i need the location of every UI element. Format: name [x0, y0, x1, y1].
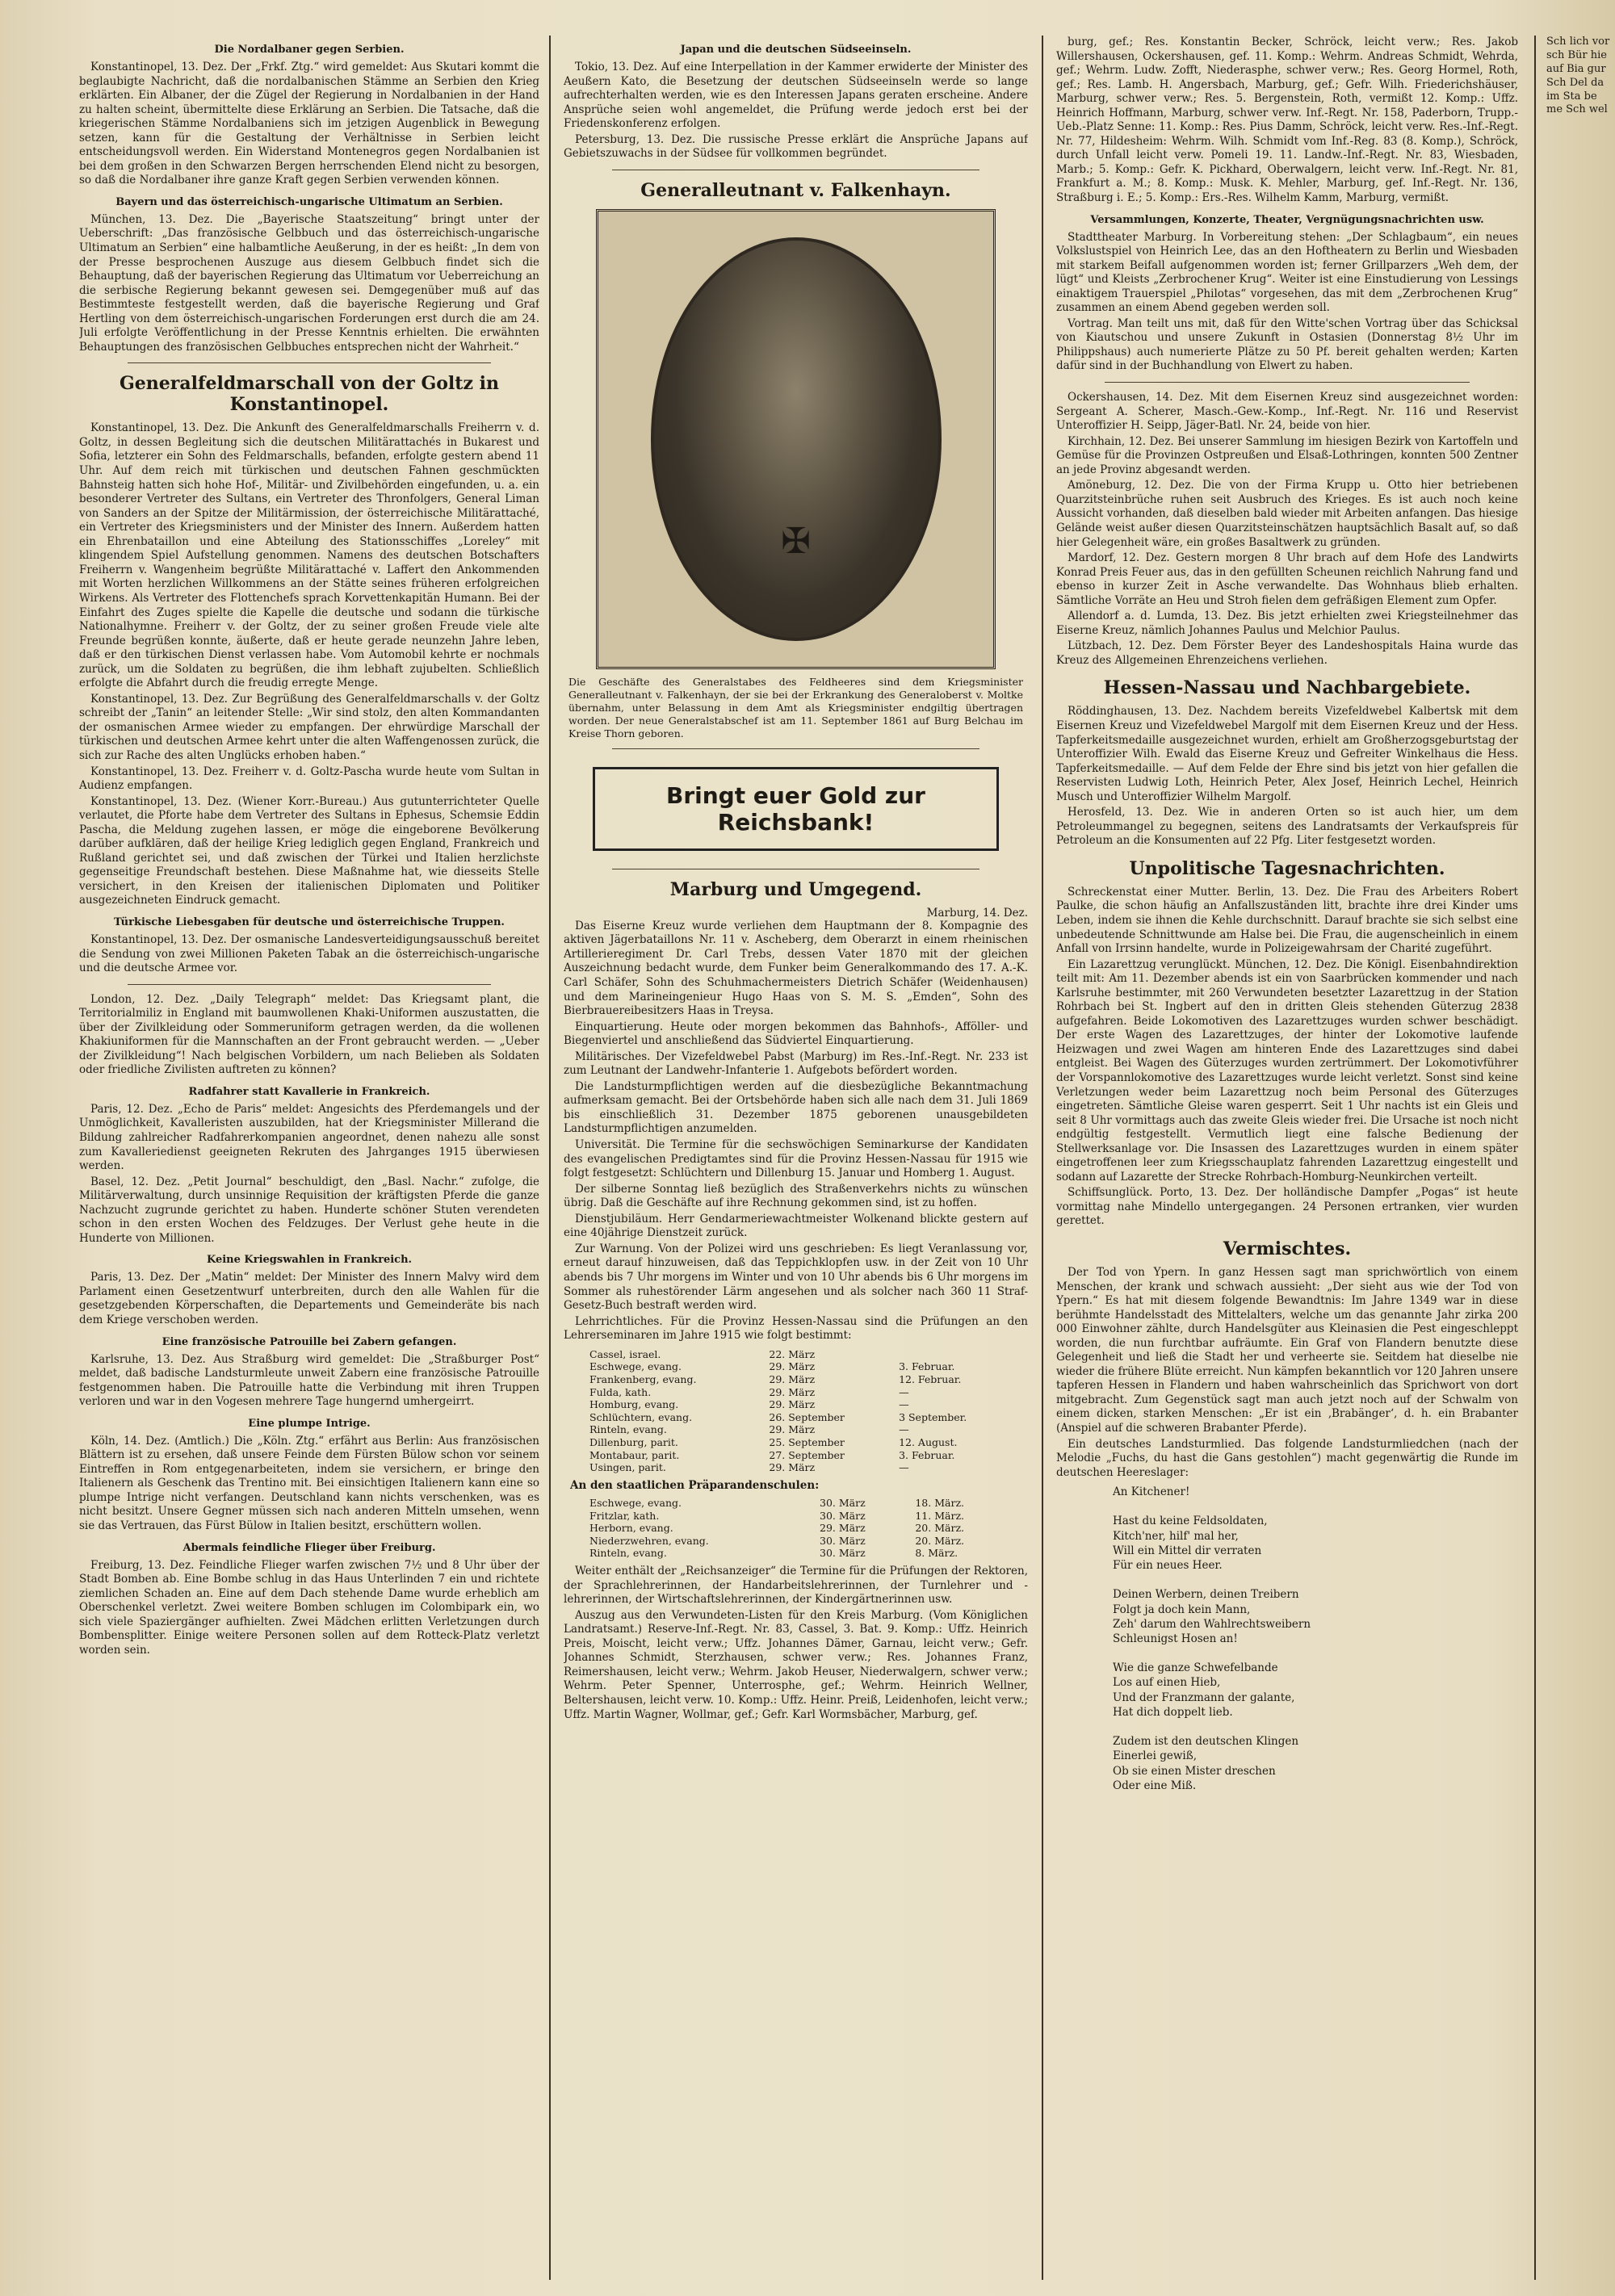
table-cell: Fulda, kath. — [589, 1385, 652, 1398]
table-cell: 30. März — [820, 1534, 866, 1547]
table-cell: 29. März — [820, 1522, 866, 1535]
article-text: Mardorf, 12. Dez. Gestern morgen 8 Uhr brach auf dem Hofe des Landwirts Konrad Preis Feuer aus, das in den gefüllten Scheunen reichlich Nahrung fand und ebenso in kurzer Zeit in Asche verwandelte. Das Wohnhaus blieb erhalten. Sämtliche Vorräte an Heu und Stroh fielen dem gefräßigen Element zum Opfer. — [1056, 551, 1518, 607]
article-heading: Die Nordalbaner gegen Serbien. — [214, 44, 405, 56]
table-cell: Frankenberg, evang. — [589, 1372, 697, 1385]
article-text: Schiffsunglück. Porto, 13. Dez. Der holländische Dampfer „Pogas“ ist heute vormittag nahe Mindello untergegangen. 24 Personen ertranken, vier wurden gerettet. — [1056, 1186, 1518, 1228]
poem-line: Hat dich doppelt lieb. — [1113, 1705, 1233, 1719]
article-text: Konstantinopel, 13. Dez. Der „Frkf. Ztg.“ wird gemeldet: Aus Skutari kommt die beglaubigte Nachricht, daß die nordalbanischen Stämme an Serbien den Krieg erklärten. Ein Albaner, der die Zügel der Regierung in Nordalbanien in der Hand zu halten scheint, übermittelte diese Erklärung an Serbien. Die Tatsache, daß die kriegerischen Stämme Nordalbaniens sich im jetzigen Augenblick in Bewegung setzen, kann für die Gestaltung der Verhältnisse in Serbien leicht entscheidungsvoll werden. Ein Widerstand Montenegros gegen Nordalbanien ist bei dem großen in den Schwarzen Bergen herrschenden Elend nicht zu besorgen, so daß die Nordalbaner ihre ganze Kraft gegen Serbien verwenden können. — [79, 61, 539, 187]
article-text: Konstantinopel, 13. Dez. Die Ankunft des Generalfeldmarschalls Freiherrn v. d. Goltz, in dessen Begleitung sich die deutschen Militärattachés in Bukarest und Sofia, letzterer ein Sohn des Feldmarschalls, befanden, erfolgte gestern abend 11 Uhr. Auf dem reich mit türkischen und deutschen Fahnen geschmückten Bahnsteig hatten sich hohe Hof-, Militär- und Zivilbehörden eingefunden, u. a. ein besonderer Vertreter des Sultans, ein Vertreter des Thronfolgers, General Liman von Sanders an der Spitze der Militärmission, der österreichische Militärattaché, ein Vertreter des Kriegsministers und der Minister des Innern. Außerdem hatten ein Ehrenbataillon und eine Abteilung des Stationsschiffes „Loreley“ mit klingendem Spiel Aufstellung genommen. Namens des deutschen Botschafters Freiherrn v. Wangenheim begrüßte Militärattaché v. Laffert den Ankommenden mit Worten herzlichen Willkommens an der Stätte seines früheren erfolgreichen Wirkens. Als Vertreter des Flottenchefs sprach Korvettenkapitän Humann. Bei der Einfahrt des Zuges spielte die Kapelle die deutsche und sodann die türkische Nationalhymne. Freiherr v. der Goltz, der zu seiner großen Freude viele alte Freunde begrüßen konnte, äußerte, daß er heute gerade neunzehn Jahre leben, daß er den türkischen Dienst verlassen habe. Vom Automobil kehrte er nochmals zurück, um die Soldaten zu begrüßen, die ihm lebhaft zujubelten. Schließlich erfolgte die Abfahrt durch die freudig erregte Menge. — [79, 421, 539, 690]
table-cell: 3. Februar. — [899, 1360, 955, 1373]
table-cell: 29. März — [769, 1423, 816, 1436]
article-text: Konstantinopel, 13. Dez. (Wiener Korr.-Bureau.) Aus gutunterrichteter Quelle verlautet, die Pforte habe dem Vertreter des Sultans in Ephesus, Schemsie Eddin Pascha, die Meldung zugehen lassen, er möge die eingeborene Bevölkerung darüber aufklären, daß der heilige Krieg lediglich gegen England, Frankreich und Rußland gerichtet sei, und daß zwischen der Türkei und Italien herzlichste gegenseitige Freundschaft bestehen. Diese Maßnahme hat, wie diesseits Stelle versichert, in den Kreisen der italienischen Diplomaten und Politiker ausgezeichneten Eindruck gemacht. — [79, 794, 539, 907]
table-cell: 12. August. — [899, 1436, 958, 1449]
article-text: Köln, 14. Dez. (Amtlich.) Die „Köln. Ztg.“ erfährt aus Berlin: Aus französischen Blättern ist zu ersehen, daß unsere Feinde dem Fürsten Bülow schon vor seinem Eintreffen in Rom entgegenarbeiteten, indem sie versichern, er bringe den Italienern als Geschenk das Trentino mit. Bei einsichtigen Italienern kann eine so plumpe Intrige nicht verfangen. Deutschland kann nichts verschenken, was es nicht besitzt. Unsere Gegner müssen sich nach anderen Mitteln umsehen, wenn sie das Vertrauen, das Fürst Bülow in Italien besitzt, erschüttern wollen. — [79, 1434, 539, 1533]
table-cell — [896, 1348, 1013, 1361]
table-cell: — — [899, 1398, 909, 1411]
poem-line — [1113, 1646, 1518, 1661]
table-cell: 18. März. — [915, 1496, 964, 1509]
table-cell: Fritzlar, kath. — [589, 1509, 660, 1522]
table-cell: Rinteln, evang. — [589, 1547, 667, 1560]
poem-line — [1113, 1720, 1518, 1734]
article-text: Dienstjubiläum. Herr Gendarmeriewachtmeister Wolkenand blickte gestern auf eine 40jährige Dienstzeit zurück. — [564, 1212, 1028, 1240]
article-text: Petersburg, 13. Dez. Die russische Presse erklärt die Ansprüche Japans auf Gebietszuwachs in der Südsee für vollkommen begründet. — [564, 132, 1028, 161]
article-text: Auszug aus den Verwundeten-Listen für den Kreis Marburg. (Vom Königlichen Landratsamt.) Reserve-Inf.-Regt. Nr. 83, Cassel, 3. Bat. 9. Komp.: Uffz. Heinrich Preis, Moischt, leicht verw.; Uffz. Johannes Dämer, Garnau, leicht verw.; Gefr. Johannes Schmidt, Sterzhausen, schwer verw.; Res. Johannes Franz, Reimershausen, leicht verw.; Wehrm. Jakob Heuser, Niederwalgern, schwer verw.; Wehrm. Peter Spenner, Unterrosphe, gef.; Wehrm. Heinrich Wellner, Beltershausen, leicht verw. 10. Komp.: Uffz. Heinr. Preiß, Leidenhofen, leicht verw.; Uffz. Martin Wagner, Wollmar, gef.; Gefr. Karl Wormsbächer, Marburg, gef. — [564, 1608, 1028, 1721]
poem-line: Kitch'ner, hilf' mal her, — [1113, 1529, 1239, 1543]
table-row — [586, 1522, 1013, 1535]
article-text: Konstantinopel, 13. Dez. Der osmanische Landesverteidigungsausschuß bereitet die Sendung von zwei Millionen Paketen Tabak an die österreichisch-ungarische und die deutsche Armee vor. — [79, 932, 539, 975]
poem-line: Hast du keine Feldsoldaten, — [1113, 1515, 1268, 1528]
poem-line: Und der Franzmann der galante, — [1113, 1691, 1295, 1704]
poem-line: An Kitchener! — [1113, 1485, 1190, 1499]
table-row — [586, 1461, 1013, 1474]
poem-line: Zudem ist den deutschen Klingen — [1113, 1735, 1299, 1749]
portrait-photo — [651, 237, 942, 641]
article-heading-large: Generalfeldmarschall von der Goltz in Konstantinopel. — [120, 373, 499, 416]
table-cell: 29. März — [769, 1398, 816, 1411]
article-text: Karlsruhe, 13. Dez. Aus Straßburg wird gemeldet: Die „Straßburger Post“ meldet, daß badische Landsturmleute unweit Zabern eine französische Patrouille festgenommen haben. Die Patrouille hatte die Verbindung mit ihren Truppen verloren und war in den Vogesen mehrere Tage hungernd umhergeirrt. — [79, 1352, 539, 1409]
table-cell: 12. Februar. — [899, 1372, 962, 1385]
article-text: Zur Warnung. Von der Polizei wird uns geschrieben: Es liegt Veranlassung vor, erneut darauf hinzuweisen, daß das Teppichklopfen usw. in der Zeit von 10 Uhr abends bis 7 Uhr morgens im Winter und von 10 Uhr abends bis 6 Uhr morgens im Sommer als ruhestörender Lärm angesehen und als solcher nach 360 11 Straf-Gesetz-Buch bestraft werden wird. — [564, 1242, 1028, 1313]
article-text: Lehrrichtliches. Für die Provinz Hessen-Nassau sind die Prüfungen an den Lehrerseminaren im Jahre 1915 wie folgt bestimmt: — [564, 1314, 1028, 1343]
article-heading: Japan und die deutschen Südseeinseln. — [680, 44, 912, 56]
table-cell: Cassel, israel. — [589, 1347, 661, 1360]
divider — [128, 984, 491, 985]
article-text: Der Tod von Ypern. In ganz Hessen sagt man sprichwörtlich von einem Menschen, der krank und schwach aussieht: „Der sieht aus wie der Tod von Ypern.“ Es hat mit diesem folgende Bewandtnis: Im Jahre 1349 war in diese berühmte Handelsstadt des Mittelalters, welche um das genannte Jahr zirka 200 000 Einwohner zählte, durch Handelsgüter aus Kleinasien die Pest eingeschleppt worden, die nun furchtbar aufräumte. Ein Graf von Flandern benutzte diese Gelegenheit und ließ die Stadt her und verheerte sie. Seitdem hat dieselbe nie wieder die frühere Blüte erreicht. Nun kämpfen bekanntlich vor 120 Jahren unsere tapferen Hessen in Flandern und haben wahrscheinlich das Sprichwort von dort mitgebracht. Zum Gegenstück sagt man auch jetzt noch auf der Schwalm von einem dicken, starken Menschen: „Er ist ein ‚Brabänger‘, d. h. ein Brabanter (Anspiel auf die schweren Brabanter Pferde). — [1056, 1266, 1518, 1435]
article-heading: Radfahrer statt Kavallerie in Frankreich. — [188, 1085, 430, 1098]
table-cell: — — [899, 1423, 909, 1436]
article-heading: Keine Kriegswahlen in Frankreich. — [206, 1254, 413, 1267]
poem-line: Will ein Mittel dir verraten — [1113, 1544, 1262, 1557]
table-row — [586, 1348, 1013, 1361]
article-text: Paris, 13. Dez. Der „Matin“ meldet: Der Minister des Innern Malvy wird dem Parlament einen Gesetzentwurf unterbreiten, durch den alle Wahlen für die gesetzgebenden Körperschaften, die Departements und Gemeinderäte bis nach dem Kriege verschoben werden. — [79, 1271, 539, 1327]
poem-line: Deinen Werbern, deinen Treibern — [1113, 1588, 1299, 1602]
article-text: Militärisches. Der Vizefeldwebel Pabst (Marburg) im Res.-Inf.-Regt. Nr. 233 ist zum Leutnant der Landwehr-Infanterie 1. Aufgebots befördert worden. — [564, 1050, 1028, 1078]
poem-line: Schleunigst Hosen an! — [1113, 1632, 1238, 1645]
article-text: Lützbach, 12. Dez. Dem Förster Beyer des Landeshospitals Haina wurde das Kreuz des Allgemeinen Ehrenzeichens verliehen. — [1056, 639, 1518, 667]
column-1 — [79, 36, 539, 2280]
photo-caption: Die Geschäfte des Generalstabes des Feldheeres sind dem Kriegsminister Generalleutnant v. Falkenhayn, der sie bei der Erkrankung des Generaloberst v. Moltke übernahm, unter Belassung in dem Amt als Kriegsminister endgiltig übertragen worden. Der neue Generalstabschef ist am 11. September 1861 auf Burg Belchau im Kreise Thorn geboren. — [568, 675, 1023, 739]
table-cell: Eschwege, evang. — [589, 1496, 682, 1509]
table-cell: 30. März — [820, 1547, 866, 1560]
table-cell: — — [899, 1385, 909, 1398]
table-cell: Niederzwehren, evang. — [589, 1534, 709, 1547]
table-row — [586, 1411, 1013, 1424]
column-2 — [564, 36, 1028, 2280]
table-cell: 29. März — [769, 1372, 816, 1385]
table-row — [586, 1449, 1013, 1462]
divider — [1105, 382, 1470, 383]
article-text: Freiburg, 13. Dez. Feindliche Flieger warfen zwischen 7½ und 8 Uhr über der Stadt Bomben ab. Eine Bombe schlug in das Haus Unterlinden 7 ein und richtete ziemlichen Schaden an. Eine auf dem Dach stehende Dame wurde erheblich am Oberschenkel verletzt. Zwei weitere Bomben schlugen im Colombipark ein, wo sich viele Spaziergänger aufhielten. Zwei Mädchen erlitten Verletzungen durch Bombensplitter. Einige weitere Personen sollen auf dem Rotteck-Platz verletzt worden sein. — [79, 1558, 539, 1657]
table-heading: An den staatlichen Präparandenschulen: — [570, 1478, 820, 1492]
table-cell: Usingen, parit. — [589, 1461, 666, 1474]
poem-line — [1113, 1499, 1518, 1514]
dateline: Marburg, 14. Dez. — [926, 906, 1028, 920]
poem-line: Wie die ganze Schwefelbande — [1113, 1661, 1278, 1675]
table-cell: 30. März — [820, 1509, 866, 1522]
article-text: Das Eiserne Kreuz wurde verliehen dem Hauptmann der 8. Kompagnie des aktiven Jägerbataillons Nr. 11 v. Ascheberg, dem Oberarzt in einem rheinischen Artillerieregiment Dr. Carl Trebs, dessen Vater 1870 mit der gleichen Auszeichnung bedacht wurde, dem Funker beim Generalkommando des 17. A.-K. Carl Schäfer, Sohn des Schuhmachermeisters Dietrich Schäfer (Weidenhausen) und dem Marineingenieur Hugo Haas von S. M. S. „Emden“, Sohn des Bierbrauereibesitzers Haas in Treysa. — [564, 919, 1028, 1018]
article-text: Konstantinopel, 13. Dez. Zur Begrüßung des Generalfeldmarschalls v. der Goltz schreibt der „Tanin“ an leitender Stelle: „Wir sind stolz, den alten Kommandanten der osmanischen Armee wieder zu empfangen. Der ehrwürdige Marschall der türkischen und deutschen Armee kehrt unter die alten Waffengenossen zurück, die sich zur Rache des alten Unglücks erhoben haben.“ — [79, 692, 539, 762]
table-row — [586, 1398, 1013, 1411]
table-cell: 3. Februar. — [899, 1448, 955, 1461]
table-cell: 11. März. — [915, 1509, 964, 1522]
table-cell: 30. März — [820, 1496, 866, 1509]
table-cell: Eschwege, evang. — [589, 1360, 682, 1373]
poem-line: Los auf einen Hieb, — [1113, 1676, 1221, 1690]
article-heading: Abermals feindliche Flieger über Freiburg. — [182, 1541, 436, 1554]
article-text: Einquartierung. Heute oder morgen bekommen das Bahnhofs-, Afföller- und Biegenviertel und anschließend das Südviertel Einquartierung. — [564, 1020, 1028, 1048]
article-text: Weiter enthält der „Reichsanzeiger“ die Termine für die Prüfungen der Rektoren, der Sprachlehrerinnen, der Handarbeitslehrerinnen, der Turnlehrer und -lehrerinnen, der Wirtschaftslehrerinnen, der Kindergärtnerinnen usw. — [564, 1565, 1028, 1607]
article-text: Der silberne Sonntag ließ bezüglich des Straßenverkehrs nichts zu wünschen übrig. Daß die Geschäfte auf ihre Rechnung gekommen sind, ist zu hoffen. — [564, 1182, 1028, 1210]
table-cell: Herborn, evang. — [589, 1522, 673, 1535]
poem-line: Ob sie einen Mister dreschen — [1113, 1764, 1276, 1778]
table-cell: 8. März. — [915, 1547, 959, 1560]
poem-line — [1113, 1573, 1518, 1587]
poem-line: Zeh' darum den Wahlrechtsweibern — [1113, 1617, 1311, 1631]
seminar-exam-table — [586, 1348, 1013, 1474]
section-heading: Hessen-Nassau und Nachbargebiete. — [1103, 677, 1471, 699]
article-text: Ockershausen, 14. Dez. Mit dem Eisernen Kreuz sind ausgezeichnet worden: Sergeant A. Scherer, Masch.-Gew.-Komp., Inf.-Regt. Nr. 116 und Reservist Unteroffizier H. Seipp, Jäger-Batl. Nr. 24, beide von hier. — [1056, 391, 1518, 433]
table-row — [586, 1497, 1013, 1510]
praeparanden-exam-table — [586, 1497, 1013, 1560]
article-heading: Eine plumpe Intrige. — [248, 1417, 371, 1430]
table-row — [586, 1510, 1013, 1523]
article-text: Schreckenstat einer Mutter. Berlin, 13. Dez. Die Frau des Arbeiters Robert Paulke, die schon häufig an Anfallszuständen litt, brachte ihre drei Kinder ums Leben, indem sie ihnen die Kehle durchschnitt. Darauf brachte sie sich selbst eine unbedeutende Schnittwunde am Halse bei. Die Frau, die augenscheinlich in einem Anfall von Irrsinn handelte, wurde in Polizeigewahrsam der Charité zugeführt. — [1056, 885, 1518, 956]
poem-line: Folgt ja doch kein Mann, — [1113, 1603, 1251, 1616]
table-row — [586, 1535, 1013, 1548]
article-text: Die Landsturmpflichtigen werden auf die diesbezügliche Bekanntmachung aufmerksam gemacht. Bei der Ortsbehörde haben sich alle nach dem 31. Juli 1869 bis einschließlich 31. Dezember 1875 geborenen unausgebildeten Landsturmpflichtigen anzumelden. — [564, 1079, 1028, 1136]
table-row — [586, 1547, 1013, 1560]
table-row — [586, 1436, 1013, 1449]
article-heading: Türkische Liebesgaben für deutsche und österreichische Truppen. — [114, 915, 505, 928]
poem — [1113, 1485, 1518, 1793]
table-cell: 26. September — [769, 1410, 845, 1423]
table-cell: 20. März. — [915, 1522, 964, 1535]
table-cell: Montabaur, parit. — [589, 1448, 680, 1461]
article-text: Paris, 12. Dez. „Echo de Paris“ meldet: Angesichts des Pferdemangels und der Unmöglichkeit, Kavalleristen auszubilden, hat der Kriegsminister Millerand die Bildung zahlreicher Radfahrerkompanien angeordnet, denen nahezu alle sonst zum Kavalleriedienst geeigneten Rekruten des Jahrganges 1915 überwiesen werden. — [79, 1102, 539, 1173]
article-text: Universität. Die Termine für die sechswöchigen Seminarkurse der Kandidaten des evangelischen Predigtamtes sind für die Provinz Hessen-Nassau für 1915 wie folgt festgesetzt: Schlüchtern und Dillenburg 15. Januar und Homberg 1. August. — [564, 1138, 1028, 1180]
table-cell: — — [899, 1461, 909, 1474]
column-3 — [1056, 36, 1518, 2280]
table-cell: 20. März. — [915, 1534, 964, 1547]
article-text: Stadttheater Marburg. In Vorbereitung stehen: „Der Schlagbaum“, ein neues Volkslustspiel von Heinrich Lee, das an den Hoftheatern zu Berlin und Wiesbaden mit starkem Beifall aufgenommen worden ist; ferner Grillparzers „Weh dem, der lügt“ und Kleists „Zerbrochener Krug“. Weiter ist eine Einstudierung von Lessings einaktigem Trauerspiel „Philotas“ vorgesehen, das mit dem „Zerbrochenen Krug“ zusammen an einem Abend gegeben werden soll. — [1056, 230, 1518, 315]
table-row — [586, 1373, 1013, 1386]
article-text: München, 13. Dez. Die „Bayerische Staatszeitung“ bringt unter der Ueberschrift: „Das französische Gelbbuch und das österreichisch-ungarische Ultimatum an Serbien“ eine halbamtliche Aeußerung, in der es heißt: „In dem von der Presse besprochenen Auszuge aus diesem Gelbbuch findet sich die Behauptung, daß der bayerischen Regierung das Ultimatum vor Ueberreichung an die serbische Regierung bekannt gewesen sei. Demgegenüber muß auf das Bestimmteste festgestellt werden, daß die bayerische Regierung und Graf Hertling von dem österreichisch-ungarischen Forderungen erst durch die am 24. Juli erfolgte Veröffentlichung in der Presse Kenntnis erhielten. Die erwähnten Behauptungen des französischen Gelbbuches entsprechen nicht der Wahrheit.“ — [79, 212, 539, 354]
article-text: Röddinghausen, 13. Dez. Nachdem bereits Vizefeldwebel Kalbertsk mit dem Eisernen Kreuz und Vizefeldwebel Margolf mit dem Eisernen Kreuz und der Hess. Tapferkeitsmedaille ausgezeichnet wurden, erhielt am Großherzogsgeburtstag der Unteroffizier Wilh. Ewald das Eiserne Kreuz und Gefreiter Winkelhaus die Hess. Tapferkeitsmedaille. — Auf dem Felde der Ehre sind bis jetzt von hier gefallen die Reservisten Ludwig Loth, Heinrich Peter, Alex Josef, Heinrich Lechel, Heinrich Musch und Unteroffizier Wilhelm Margolf. — [1056, 705, 1518, 803]
table-cell: Dillenburg, parit. — [589, 1436, 678, 1449]
article-text: Kirchhain, 12. Dez. Bei unserer Sammlung im hiesigen Bezirk von Kartoffeln und Gemüse für die Provinzen Ostpreußen und Elsaß-Lothringen, konnten 500 Zentner an jede Provinz abgesandt werden. — [1056, 434, 1518, 476]
article-text: Vortrag. Man teilt uns mit, daß für den Witte'schen Vortrag über das Schicksal von Kiautschou und unsere Zukunft in Ostasien (Donnerstag 8½ Uhr im Philippshaus) auch numerierte Plätze zu 50 Pf. bereit gehalten werden; Karten dafür sind in der Buchhandlung von Elwert zu haben. — [1056, 316, 1518, 373]
table-row — [586, 1386, 1013, 1399]
table-row — [586, 1360, 1013, 1373]
article-text: Konstantinopel, 13. Dez. Freiherr v. d. Goltz-Pascha wurde heute vom Sultan in Audienz empfangen. — [79, 765, 539, 793]
table-cell: 27. September — [769, 1448, 845, 1461]
article-heading: Bayern und das österreichisch-ungarische Ultimatum an Serbien. — [115, 195, 503, 208]
article-text: Ein Lazarettzug verunglückt. München, 12. Dez. Die Königl. Eisenbahndirektion teilt mit: Am 11. Dezember abends ist ein von Saarbrücken kommender und nach Karlsruhe bestimmter, mit 260 Verwundeten besetzter Lazarettzug in der Station Rohrbach bei St. Ingbert auf den in dritten Gleis stehenden Güterzug 2838 aufgefahren. Beide Lokomotiven des Lazarettzuges wurden schwer beschädigt. Der erste Wagen des Lazarettzuges, der hinter der Lokomotive laufende Heizwagen und zwei Wagen am hinteren Ende des Lazarettzuges sind dabei entgleist. Bei Wagen des Güterzuges wurden zertrümmert. Der Lokomotivführer der Vorspannlokomotive des Lazarettzuges wurde leicht verletzt. Sonst sind keine Verletzungen weder beim Lazarettzug noch beim Personal des Güterzuges eingetreten. Sämtliche Gleise waren gesperrt. Seit 1 Uhr nachts ist ein Gleis und seit 8 Uhr vormittags auch das zweite Gleis wieder frei. Die Ursache ist noch nicht endgültig festgestellt. Vermutlich liegt eine falsche Bedienung der Stellwerksanlage vor. Die Insassen des Lazarettzuges wurden in einem später eingetroffenen leer zum Kriegsschauplatz fahrenden Lazarettzug eingestellt und sodann auf Lazarette der Strecke Rohrbach-Homburg-Neunkirchen verteilt. — [1056, 957, 1518, 1184]
table-cell: 25. September — [769, 1436, 845, 1449]
table-row — [586, 1423, 1013, 1436]
section-heading: Unpolitische Tagesnachrichten. — [1129, 857, 1445, 879]
poem-line: Oder eine Miß. — [1113, 1779, 1197, 1792]
section-heading: Vermischtes. — [1223, 1238, 1352, 1260]
table-cell: 29. März — [769, 1360, 816, 1373]
column-rule — [1534, 36, 1536, 2280]
divider — [128, 362, 491, 363]
column-rule — [549, 36, 551, 2280]
poem-line: Für ein neues Heer. — [1113, 1559, 1223, 1573]
article-text: London, 12. Dez. „Daily Telegraph“ meldet: Das Kriegsamt plant, die Territorialmiliz in England mit baumwollenen Khaki-Uniformen auszustatten, die über der Zivilkleidung oder Sommeruniform getragen werden, da die wollenen Khakiuniformen für die Mannschaften an der Front gebraucht werden. — „Ueber der Zivilkleidung“! Nach belgischen Vorbildern, um nach Belieben als Soldaten oder friedliche Zivilisten auftreten zu können? — [79, 992, 539, 1077]
article-text: Herosfeld, 13. Dez. Wie in anderen Orten so ist auch hier, um dem Petroleummangel zu begegnen, seitens des Landratsamts der Verkaufspreis für Petroleum an die Konsumenten auf 22 Pfg. Liter festgesetzt worden. — [1056, 806, 1518, 848]
portrait-photo-frame — [596, 209, 996, 669]
article-text: Tokio, 13. Dez. Auf eine Interpellation in der Kammer erwiderte der Minister des Aeußern Kato, die Besetzung der deutschen Südseeinseln werde so lange aufrechterhalten werden, wie es den Interessen Japans geraten erscheine. Andere Ansprüche seien wohl angemeldet, die Prüfung werde jedoch erst bei der Friedenskonferenz erfolgen. — [564, 61, 1028, 131]
table-cell: Homburg, evang. — [589, 1398, 679, 1411]
table-cell: 22. März — [769, 1347, 816, 1360]
column-4-edge — [1546, 36, 1615, 2280]
table-cell: 29. März — [769, 1385, 816, 1398]
cut-off-text: Sch lich vor sch Bür hie auf Bia gur Sch Del da im Sta be me Sch wel — [1546, 36, 1610, 116]
divider — [612, 748, 979, 749]
article-heading: Versammlungen, Konzerte, Theater, Vergnügungsnachrichten usw. — [1090, 213, 1484, 226]
poem-line: Einerlei gewiß, — [1113, 1749, 1198, 1763]
article-text: Ein deutsches Landsturmlied. Das folgende Landsturmliedchen (nach der Melodie „Fuchs, du hast die Gans gestohlen“) macht gegenwärtig die Runde im deutschen Heereslager: — [1056, 1437, 1518, 1479]
article-text: burg, gef.; Res. Konstantin Becker, Schröck, leicht verw.; Res. Jakob Willershausen, Ockershausen, gef. 11. Komp.: Wehrm. Andreas Schmidt, Wehrda, gef.; Wehrm. Ludw. Zofft, Niederasphe, schwer verw.; Res. Georg Hormel, Roth, gef.; Res. Lamb. H. Angersbach, Marburg, gef.; Gefr. Wilh. Friederichshäuser, Marburg, schwer verw.; Res. 5. Bergenstein, Roth, vermißt 12. Komp.: Uffz. Heinrich Hoffmann, Marburg, schwer verw. Inf.-Regt. Nr. 158, Paderborn, Trupp.-Ueb.-Platz Senne: 11. Komp.: Res. Pius Damm, Schröck, leicht verw. Res.-Inf.-Regt. Nr. 77, Hildesheim: Wehrm. Wilh. Schmidt vom Inf.-Reg. 83 (8. Komp.), Schröck, durch Unfall leicht verw. Pomeli 19. 11. Landw.-Inf.-Regt. Nr. 83, Wiesbaden, Marb.; 5. Komp.: Gefr. K. Pickhard, Oberwalgern, leicht verw. Inf.-Regt. Nr. 81, Frankfurt a. M.; 8. Komp.: Musk. K. Mehler, Marburg, gef. Inf.-Regt. Nr. 136, Straßburg i. E.; 5. Komp.: Ers.-Res. Wilhelm Kamm, Marburg, vermißt. — [1056, 36, 1518, 205]
table-cell: Rinteln, evang. — [589, 1423, 667, 1436]
iron-cross-icon: ✠ — [781, 521, 811, 563]
section-heading: Marburg und Umgegend. — [669, 878, 922, 900]
article-heading-large: Generalleutnant v. Falkenhayn. — [640, 179, 951, 201]
article-text: Amöneburg, 12. Dez. Die von der Firma Krupp u. Otto hier betriebenen Quarzitsteinbrüche ruhen seit Ausbruch des Krieges. Es ist auch noch keine Aussicht vorhanden, daß dieselben bald wieder mit Arbeiten anfangen. Das hiesige Gelände weist außer diesen Quarzitsteinschätzen hauptsächlich Basalt auf, so daß hier Gelegenheit wäre, ein großes Basaltwerk zu gründen. — [1056, 479, 1518, 549]
article-heading: Eine französische Patrouille bei Zabern gefangen. — [162, 1335, 457, 1348]
table-cell: Schlüchtern, evang. — [589, 1410, 693, 1423]
article-text: Basel, 12. Dez. „Petit Journal“ beschuldigt, den „Basl. Nachr.“ zufolge, die Militärverwaltung, durch unsinnige Requisition der kräftigsten Pferde die ganze Nachzucht zugrunde gerichtet zu haben. Hunderte schöner Stuten verendeten schon in den ersten Wochen des Feldzuges. Der Verlust gehe heute in die Hunderte von Millionen. — [79, 1175, 539, 1245]
table-cell: 3 September. — [899, 1410, 967, 1423]
column-rule — [1042, 36, 1043, 2280]
table-cell: 29. März — [769, 1461, 816, 1474]
article-text: Allendorf a. d. Lumda, 13. Dez. Bis jetzt erhielten zwei Kriegsteilnehmer das Eiserne Kreuz, nämlich Johannes Paulus und Melchior Paulus. — [1056, 610, 1518, 637]
gold-banner-ad: Bringt euer Gold zur Reichsbank! — [593, 767, 999, 851]
